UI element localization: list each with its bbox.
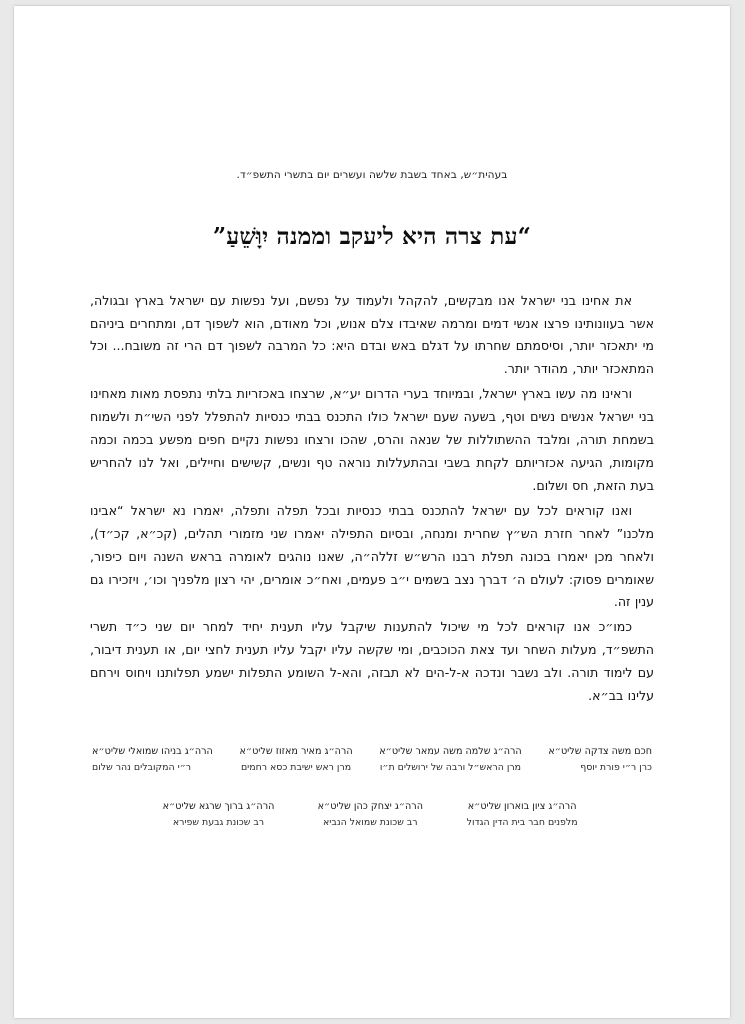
- body-paragraph-2: וראינו מה עשו בארץ ישראל, ובמיוחד בערי הדרום יע״א, שרצחו באכזריות בלתי נתפסת מאות מאחינו בני ישראל אנשים נשים וטף, בשעה שעם ישראל כולו התכנס בבתי כנסיות להתפלל לפני השי״ת ולשמוח בשמחת תורה, ומלבד ההשתוללות של שנאה והרס, שהכו ורצחו נפשות נקיים חפים מפשע בכמה וכמה מקומות, הגיעה אכזריותם לקחת בשבי ובהתעללות נוראה טף ונשים, קשישים וחיילים, ואל לנו להחריש בעת הזאת, חס ושלום.: [90, 386, 654, 493]
- signatory: [446, 799, 598, 830]
- signatory-role: מרן הראש״ל ורבה של ירושלים ת״ו: [379, 761, 522, 773]
- signatory-role: רב שכונת גבעת שפירא: [172, 817, 265, 829]
- body-paragraph-1: את אחינו בני ישראל אנו מבקשים, להקהל ולעמוד על נפשם, ועל נפשות עם ישראל בארץ ובגולה, אשר בעוונותינו פרצו אנשי דמים ומרמה שאיבדו צלם אנוש, וכל מאודם, הוא לשפוך דם, ומתחרים ביניהם מי יתאכזר יותר, וסיסמתם שחרתו על דגלם באש ובדם היא: כל המרבה לשפוך דם הרי זה משובח... וכל המתאכזר יותר, מהודר יותר.: [90, 292, 654, 377]
- signatory: [239, 744, 352, 775]
- signatory-role: ר״י המקובלים נהר שלום: [92, 761, 192, 773]
- signatory-role: מרן ראש ישיבת כסא רחמים: [240, 761, 352, 773]
- signatory-name: הרה״ג בניהו שמואלי שליט״א: [92, 745, 213, 757]
- document-page: [14, 6, 730, 1018]
- signatory-name: הרה״ג ציון בוארון שליט״א: [467, 801, 577, 813]
- document-dateline: בעהית״ש, באחד בשבת שלשה ועשרים יום בתשרי התשפ״ד.: [236, 169, 508, 181]
- document-body: [90, 290, 654, 708]
- document-title: “עת צרה היא ליעקב וממנה יִוָּשֵׁעַ”: [212, 222, 532, 250]
- signatory-role: כרן ר״י פורת יוסף: [580, 761, 652, 773]
- signatory: [143, 799, 295, 830]
- body-paragraph-3: ואנו קוראים לכל עם ישראל להתכנס בבתי כנסיות ובכל תפלה ותפלה, יאמרו נא ישראל “אבינו מלכנו” לאחר חזרת הש״ץ שחרית ומנחה, ובסיום התפילה יאמרו שני מזמורי תהלים, (קכ״א, קכ״ד), ולאחר מכן יאמרו בכונה תפלת רבנו הרש״ש זללה״ה, שאנו נוהגים לאומרה בראש השנה ויום כיפור, שאומרים פסוק: לעולם ה׳ דברך נצב בשמים י״ב פעמים, ואח״כ אומרים, יהי רצון מלפניך וכו׳, ויזכירו גם ענין זה.: [90, 502, 654, 610]
- document-page-inner: [14, 6, 730, 1018]
- signature-row-2: [90, 799, 654, 830]
- signatory: [92, 744, 213, 775]
- signatory: [548, 744, 652, 775]
- signatory-name: הרה״ג מאיר מאזוז שליט״א: [239, 745, 353, 757]
- signatory-role: רב שכונת שמואל הנביא: [323, 817, 418, 829]
- signatory-name: חכם משה צדקה שליט״א: [548, 745, 652, 757]
- signature-row-1: [90, 744, 654, 775]
- document-content: [90, 6, 654, 831]
- signatory-name: הרה״ג שלמה משה עמאר שליט״א: [379, 745, 522, 757]
- signatory-name: הרה״ג יצחק כהן שליט״א: [317, 801, 423, 813]
- signatory: [294, 799, 446, 830]
- signatory-role: מלפנים חבר בית הדין הגדול: [466, 817, 578, 829]
- signature-block: [90, 744, 654, 831]
- signatory-name: הרה״ג ברוך שרגא שליט״א: [162, 801, 275, 813]
- signatory: [379, 744, 521, 775]
- body-paragraph-4: כמו״כ אנו קוראים לכל מי שיכול להתענות שיקבל עליו תענית יחיד למחר יום שני כ״ד תשרי התשפ״ד, מעלות השחר ועד צאת הכוכבים, ומי שקשה עליו יקבל עליו תענית לחצי יום, או תענית דיבור, עם לימוד תורה. ולב נשבר ונדכה א-ל-הים לא תבזה, והא-ל השומע התפלות ישמע תפלותנו ויחוס וירחם עלינו בב״א.: [90, 619, 654, 704]
